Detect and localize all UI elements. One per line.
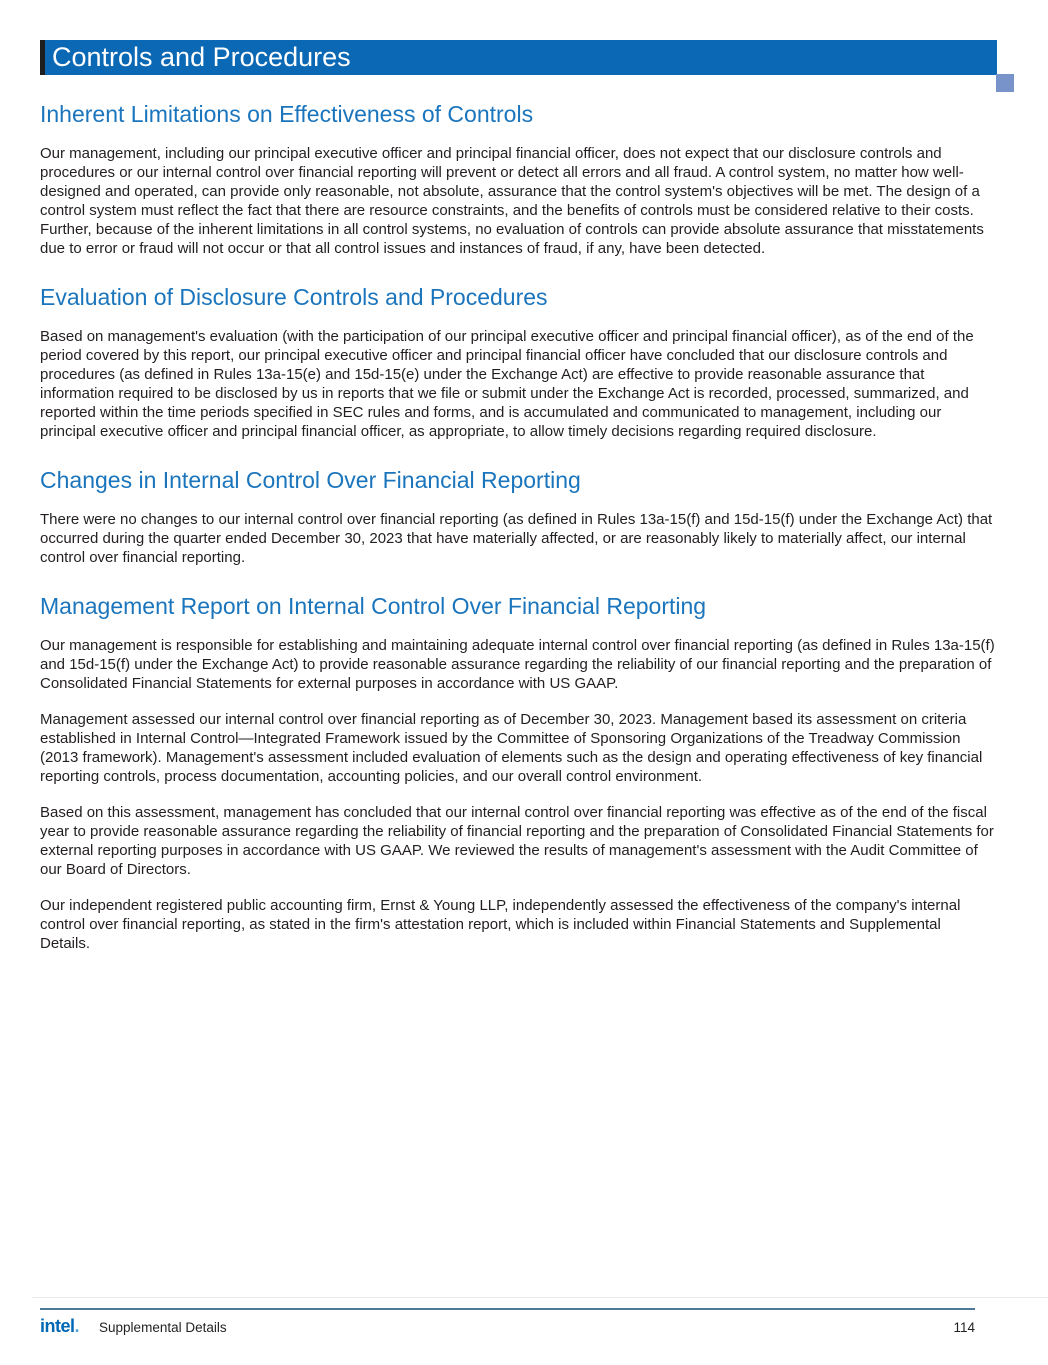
section-banner — [40, 40, 997, 75]
paragraph: Management assessed our internal control over financial reporting as of December 30, 2023. Management based its assessment on criteria established in Internal Control—Integrated Framework issued by the Committee of Sponsoring Organizations of the Treadway Commission (2013 framework). Management's assessment included evaluation of elements such as the design and operating effectiveness of key financial reporting controls, process documentation, accounting policies, and our overall control environment. — [40, 711, 983, 785]
paragraph: There were no changes to our internal control over financial reporting (as defined in Rules 13a-15(f) and 15d-15(f) under the Exchange Act) that occurred during the quarter ended December 30, 2023 that have materially affected, or are reasonably likely to materially affect, our internal control over financial reporting. — [40, 511, 993, 566]
page-number: 114 — [953, 1320, 975, 1335]
section-heading-inherent-limitations: Inherent Limitations on Effectiveness of Controls — [40, 101, 534, 127]
paragraph: Our management, including our principal executive officer and principal financial officer, does not expect that our disclosure controls and procedures or our internal control over financial reporting will prevent or detect all errors and all fraud. A control system, no matter how well-designed and operated, can provide only reasonable, not absolute, assurance that the control system's objectives will be met. The design of a control system must reflect the fact that there are resource constraints, and the benefits of controls must be considered relative to their costs. Further, because of the inherent limitations in all control systems, no evaluation of controls can provide absolute assurance that misstatements due to error or fraud will not occur or that all control issues and instances of fraud, if any, have been detected. — [40, 145, 984, 257]
page-footer — [40, 1308, 975, 1335]
footer-section-label: Supplemental Details — [99, 1320, 227, 1335]
intel-logo-text: intel — [40, 1316, 75, 1336]
paragraph: Based on management's evaluation (with the participation of our principal executive officer and principal financial officer), as of the end of the period covered by this report, our principal executive officer and principal financial officer have concluded that our disclosure controls and procedures (as defined in Rules 13a-15(e) and 15d-15(e) under the Exchange Act) are effective to provide reasonable assurance that information required to be disclosed by us in reports that we file or submit under the Exchange Act is recorded, processed, summarized, and reported within the time periods specified in SEC rules and forms, and is accumulated and communicated to management, including our principal executive officer and principal financial officer, as appropriate, to allow timely decisions regarding required disclosure. — [40, 328, 974, 440]
section-heading-changes-internal-control: Changes in Internal Control Over Financial Reporting — [40, 467, 581, 493]
intel-logo-dot: . — [74, 1316, 80, 1336]
page-title: Controls and Procedures — [52, 42, 351, 72]
intel-logo — [40, 1317, 79, 1335]
document-body — [40, 100, 995, 953]
paragraph: Based on this assessment, management has concluded that our internal control over financial reporting was effective as of the end of the fiscal year to provide reasonable assurance regarding the reliability of financial reporting and the preparation of Consolidated Financial Statements for external reporting purposes in accordance with US GAAP. We reviewed the results of management's assessment with the Audit Committee of our Board of Directors. — [40, 804, 994, 878]
paragraph: Our management is responsible for establishing and maintaining adequate internal control over financial reporting (as defined in Rules 13a-15(f) and 15d-15(f) under the Exchange Act) to provide reasonable assurance regarding the reliability of our financial reporting and the preparation of Consolidated Financial Statements for external purposes in accordance with US GAAP. — [40, 637, 995, 692]
footer-hairline-divider — [32, 1297, 1048, 1298]
paragraph: Our independent registered public accounting firm, Ernst & Young LLP, independently assessed the effectiveness of the company's internal control over financial reporting, as stated in the firm's attestation report, which is included within Financial Statements and Supplemental Details. — [40, 897, 961, 952]
banner-corner-decoration — [996, 74, 1014, 92]
section-heading-management-report: Management Report on Internal Control Over Financial Reporting — [40, 593, 707, 619]
section-heading-evaluation-disclosure-controls: Evaluation of Disclosure Controls and Procedures — [40, 284, 548, 310]
